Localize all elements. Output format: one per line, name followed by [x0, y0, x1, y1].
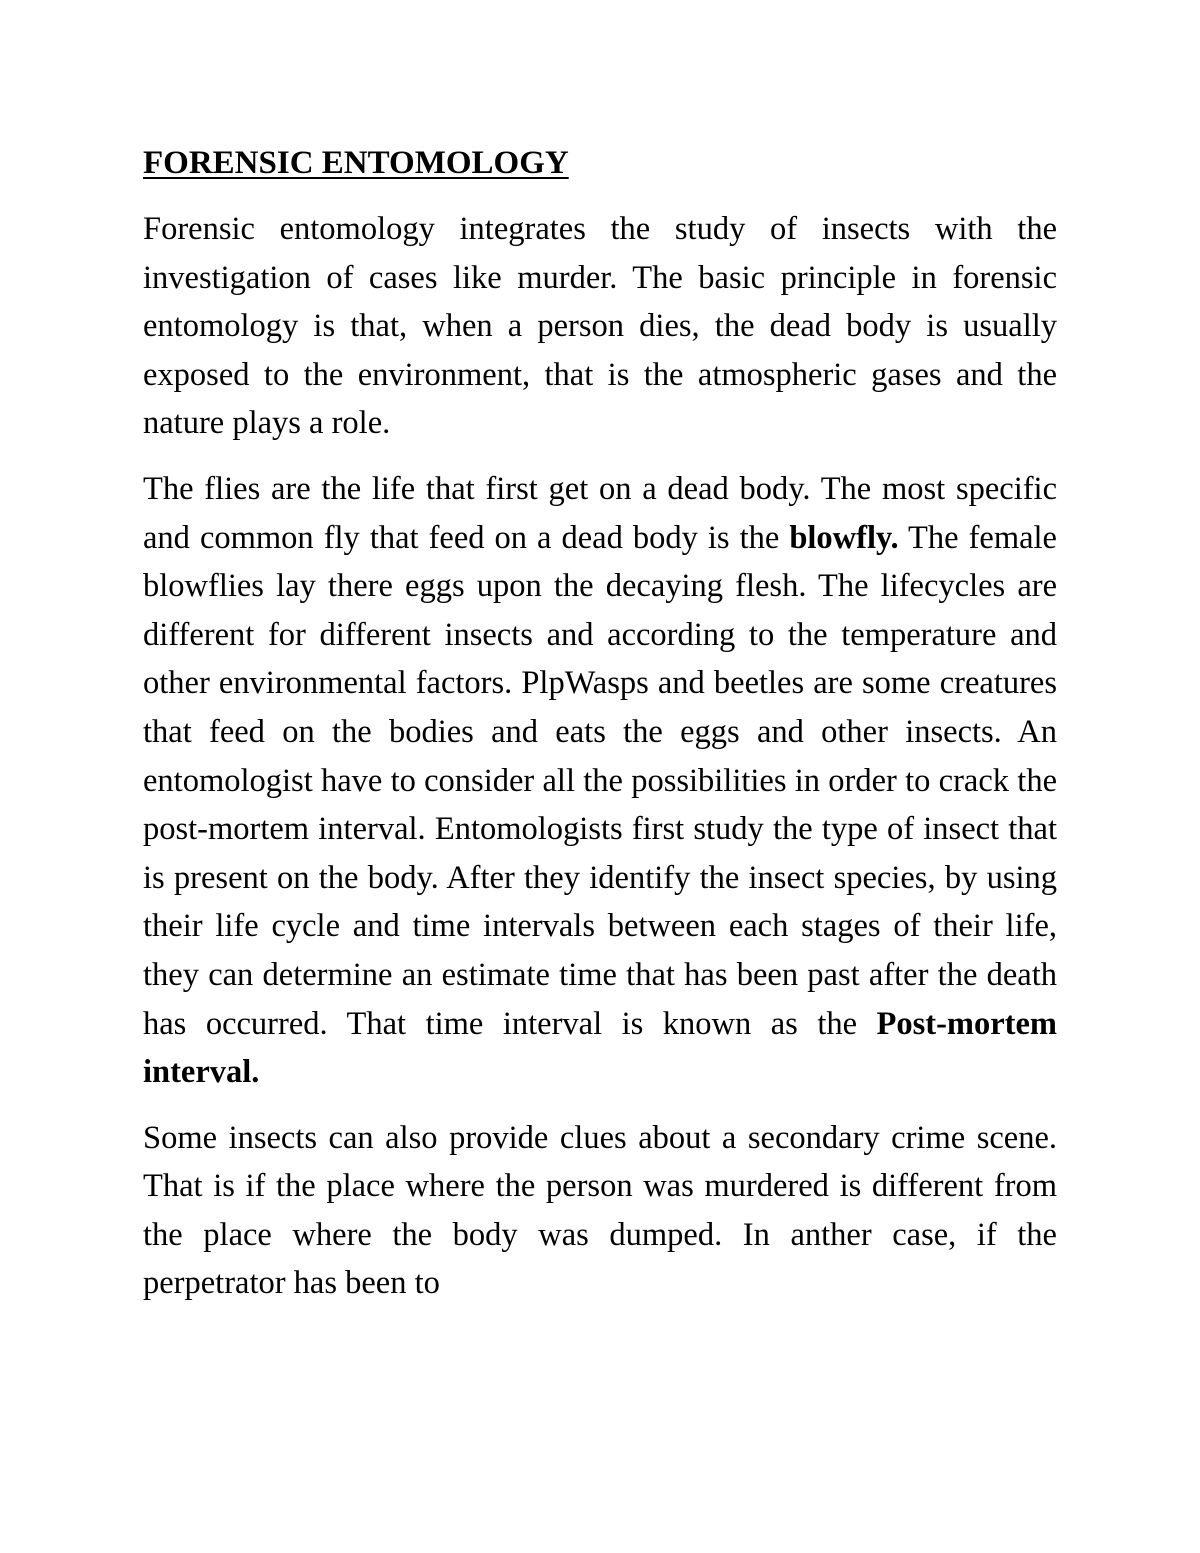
paragraph-secondary-scene: Some insects can also provide clues about a secondary crime scene. That is if the place where the person was murdered is different from the place where the body was dumped. In anther case, if the perpetrator has been to: [143, 1119, 1057, 1302]
paragraph-intro: Forensic entomology integrates the study of insects with the investigation of cases like murder. The basic principle in forensic entomology is that, when a person dies, the dead body is usually exposed to the environment, that is the atmospheric gases and the nature plays a role.: [143, 211, 1057, 442]
paragraph-flies-lead: The flies are the life that first get on a dead body. The most specific and common fly that feed on a dead body is the: [143, 470, 1057, 556]
blowfly-term: blowfly.: [789, 519, 899, 556]
paragraph-flies-body: The female blowflies lay there eggs upon the decaying flesh. The lifecycles are different for different insects and according to the temperature and other environmental factors. PlpWasps and beetles are some creatures that feed on the bodies and eats the eggs and other insects. An entomologist have to consider all the possibilities in order to crack the post-mortem interval. Entomologists first study the type of insect that is present on the body. After they identify the insect species, by using their life cycle and time intervals between each stages of their life, they can determine an estimate time that has been past after the death has occurred. That time interval is known as the: [143, 519, 1057, 1042]
document-title: FORENSIC ENTOMOLOGY: [143, 145, 569, 181]
paragraph-flies: [143, 465, 1057, 1097]
post-mortem-interval-term: Post-mortem interval.: [143, 1005, 1057, 1091]
